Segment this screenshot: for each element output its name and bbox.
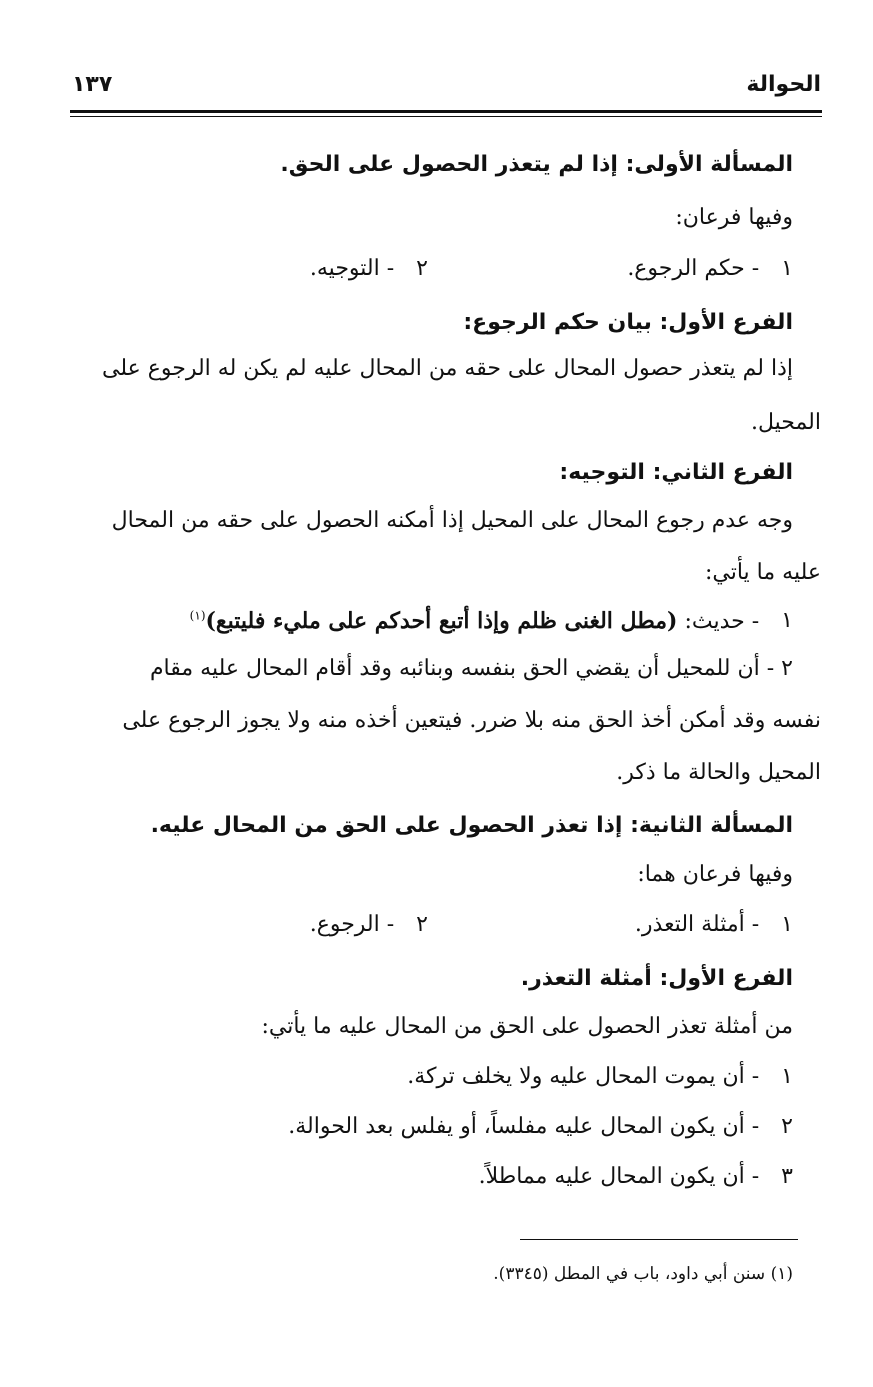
evidence-prefix: - حديث: [684, 609, 760, 634]
example-item [407, 1064, 793, 1089]
item-number: ٢ [416, 912, 428, 937]
item-number: ١ [781, 256, 793, 281]
issue1-branch-item [627, 256, 793, 281]
branch1-heading: الفرع الأول: بيان حكم الرجوع: [463, 310, 793, 335]
evidence-item [190, 608, 793, 634]
item-text: - أمثلة التعذر. [634, 912, 760, 937]
footnote-rule [520, 1239, 798, 1240]
item-text: - أن يكون المحال عليه مفلساً، أو يفلس بعد الحوالة. [288, 1114, 760, 1139]
issue2-branch-item [635, 912, 793, 937]
paragraph-line: عليه ما يأتي: [704, 560, 821, 585]
item-text: - حكم الرجوع. [627, 256, 760, 281]
branch3-heading: الفرع الأول: أمثلة التعذر. [520, 966, 793, 991]
item-number: ١ [781, 1064, 793, 1089]
item-number: ١ [781, 608, 793, 633]
issue2-intro: وفيها فرعان هما: [637, 862, 793, 887]
issue1-intro: وفيها فرعان: [675, 205, 793, 230]
item-text: - أن يموت المحال عليه ولا يخلف تركة. [407, 1064, 760, 1089]
issue2-heading: المسألة الثانية: إذا تعذر الحصول على الحق من المحال عليه. [150, 813, 793, 838]
page-number: ١٣٧ [72, 72, 113, 97]
paragraph-line: إذا لم يتعذر حصول المحال على حقه من المحال عليه لم يكن له الرجوع على [102, 356, 793, 381]
branch3-intro: من أمثلة تعذر الحصول على الحق من المحال عليه ما يأتي: [261, 1014, 793, 1039]
issue2-branch-item [310, 912, 428, 937]
hadith-quote: (مطل الغنى ظلم وإذا أتبع أحدكم على مليء فليتبع) [205, 608, 678, 634]
item-text: - التوجيه. [309, 256, 395, 281]
footnote: (١) سنن أبي داود، باب في المطل (٣٣٤٥). [493, 1264, 793, 1284]
header-rule [70, 110, 822, 113]
item-number: ٢ [781, 1114, 793, 1139]
paragraph-line: المحيل والحالة ما ذكر. [616, 760, 821, 785]
example-item [288, 1114, 793, 1139]
branch2-heading: الفرع الثاني: التوجيه: [559, 460, 793, 485]
paragraph-line: وجه عدم رجوع المحال على المحيل إذا أمكنه الحصول على حقه من المحال [111, 508, 793, 533]
example-item [479, 1164, 793, 1189]
item-text: - أن يكون المحال عليه مماطلاً. [478, 1164, 760, 1189]
item-number: ٣ [781, 1164, 793, 1189]
issue1-branch-item [310, 256, 428, 281]
item-number: ٢ [416, 256, 428, 281]
item-number: ١ [781, 912, 793, 937]
paragraph-line: المحيل. [750, 410, 821, 435]
footnote-ref: (١) [189, 608, 206, 623]
issue1-heading: المسألة الأولى: إذا لم يتعذر الحصول على الحق. [280, 152, 793, 177]
paragraph-line: ٢ - أن للمحيل أن يقضي الحق بنفسه وبنائبه وقد أقام المحال عليه مقام [149, 656, 793, 681]
paragraph-line: نفسه وقد أمكن أخذ الحق منه بلا ضرر. فيتعين أخذه منه ولا يجوز الرجوع على [122, 708, 821, 733]
header-rule-thin [70, 116, 822, 117]
item-text: - الرجوع. [309, 912, 395, 937]
item-text [190, 608, 760, 634]
running-title: الحوالة [746, 72, 821, 97]
